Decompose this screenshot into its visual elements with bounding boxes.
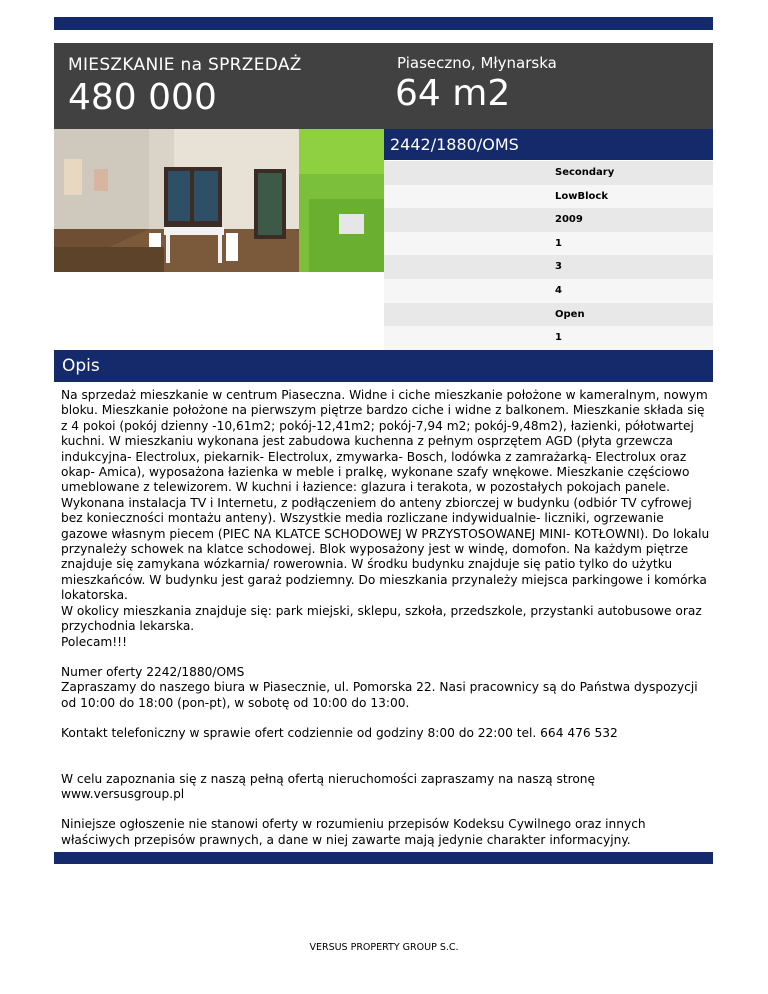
listing-header	[54, 43, 713, 129]
property-value: 2009	[555, 214, 583, 226]
property-value: Secondary	[555, 167, 615, 178]
office-invitation: Zapraszamy do naszego biura w Piasecznie, ul. Pomorska 22. Nasi pracownicy są do Państwa dyspozycji od 10:00 do 18:00 (pon-pt), w sobotę od 10:00 do 13:00.	[61, 680, 698, 710]
property-row	[384, 255, 713, 279]
website-info: W celu zapoznania się z naszą pełną ofertą nieruchomości zapraszamy na naszą stronę www.versusgroup.pl	[61, 771, 596, 801]
property-row	[384, 232, 713, 256]
property-year	[384, 208, 713, 232]
property-value: 1	[555, 237, 562, 249]
reference-bar	[384, 129, 713, 160]
property-row	[384, 279, 713, 303]
property-value: 1	[555, 332, 562, 344]
property-market	[384, 161, 713, 185]
location: Piaseczno, Młynarska	[397, 54, 557, 72]
top-accent-bar	[54, 17, 713, 30]
bottom-accent-bar	[54, 852, 713, 864]
property-value: Open	[555, 308, 585, 320]
property-building-type	[384, 185, 713, 209]
legal-disclaimer: Niniejsze ogłoszenie nie stanowi oferty w rozumieniu przepisów Kodeksu Cywilnego oraz innych właściwych przepisów prawnych, a dane w niej zawarte mają jedynie charakter informacyjny.	[61, 817, 646, 847]
property-kitchen	[384, 303, 713, 327]
company-footer: VERSUS PROPERTY GROUP S.C.	[309, 942, 459, 953]
phone-contact: Kontakt telefoniczny w sprawie ofert codziennie od godziny 8:00 do 22:00 tel. 664 476 532	[61, 726, 618, 741]
description-surroundings: W okolicy mieszkania znajduje się: park miejski, sklepu, szkoła, przedszkole, przystanki autobusowe oraz przychodnia lekarska.	[61, 603, 702, 634]
property-row	[384, 326, 713, 350]
price: 480 000	[68, 77, 217, 118]
property-list	[384, 161, 713, 350]
section-title: Opis	[62, 356, 100, 376]
description-main: Na sprzedaż mieszkanie w centrum Piaseczna. Widne i ciche mieszkanie położone w kameralnym, nowym bloku. Mieszkanie położone na pierwszym piętrze bardzo ciche i widne z balkonem. Mieszkanie składa się z 4 pokoi (pokój dzienny -10,61m2; pokój-12,41m2; pokój-7,94 m2; pokój-9,48m2), łazienki, półotwartej kuchni. W mieszkaniu wykonana jest zabudowa kuchenna z pełnym osprzętem AGD (płyta grzewcza indukcyjna- Electrolux, piekarnik- Electrolux, zmywarka- Bosch, lodówka z zamrażarką- Electrolux oraz okap- Amica), wyposażona łazienka w meble i pralkę, wykonane szafy wnękowe. Mieszkanie częściowo umeblowane z telewizorem. W kuchni i łazience: glazura i terakota, w pozostałych pokojach panele. Wykonana instalacja TV i Internetu, z podłączeniem do anteny zbiorczej w budynku (odbiór TV cyfrowej bez konieczności montażu anteny). Wszystkie media rozliczane indywidualnie- liczniki, ogrzewanie gazowe własnym piecem (PIEC NA KLATCE SCHODOWEJ W PRZYSTOSOWANEJ MINI- KOTŁOWNI). Do lokalu przynależy schowek na klatce schodowej. Blok wyposażony jest w windę, domofon. Na każdym piętrze znajduje się zamykana wózkarnia/ rowerownia. W środku budynku znajduje się patio tylko do użytku mieszkańców. W budynku jest garaż podziemny. Do mieszkania przynależy miejsca parkingowe i komórka lokatorska.	[61, 388, 710, 603]
apartment-photo	[54, 129, 384, 272]
property-value: 4	[555, 284, 562, 296]
area: 64 m2	[395, 73, 511, 114]
property-value: 3	[555, 261, 562, 273]
property-value: LowBlock	[555, 190, 608, 202]
description-closing: Polecam!!!	[61, 634, 127, 649]
reference-number: 2442/1880/OMS	[390, 135, 519, 154]
offer-number: Numer oferty 2242/1880/OMS	[61, 664, 245, 679]
listing-type: MIESZKANIE na SPRZEDAŻ	[68, 55, 302, 75]
description-body	[61, 388, 711, 848]
description-header	[54, 350, 713, 382]
